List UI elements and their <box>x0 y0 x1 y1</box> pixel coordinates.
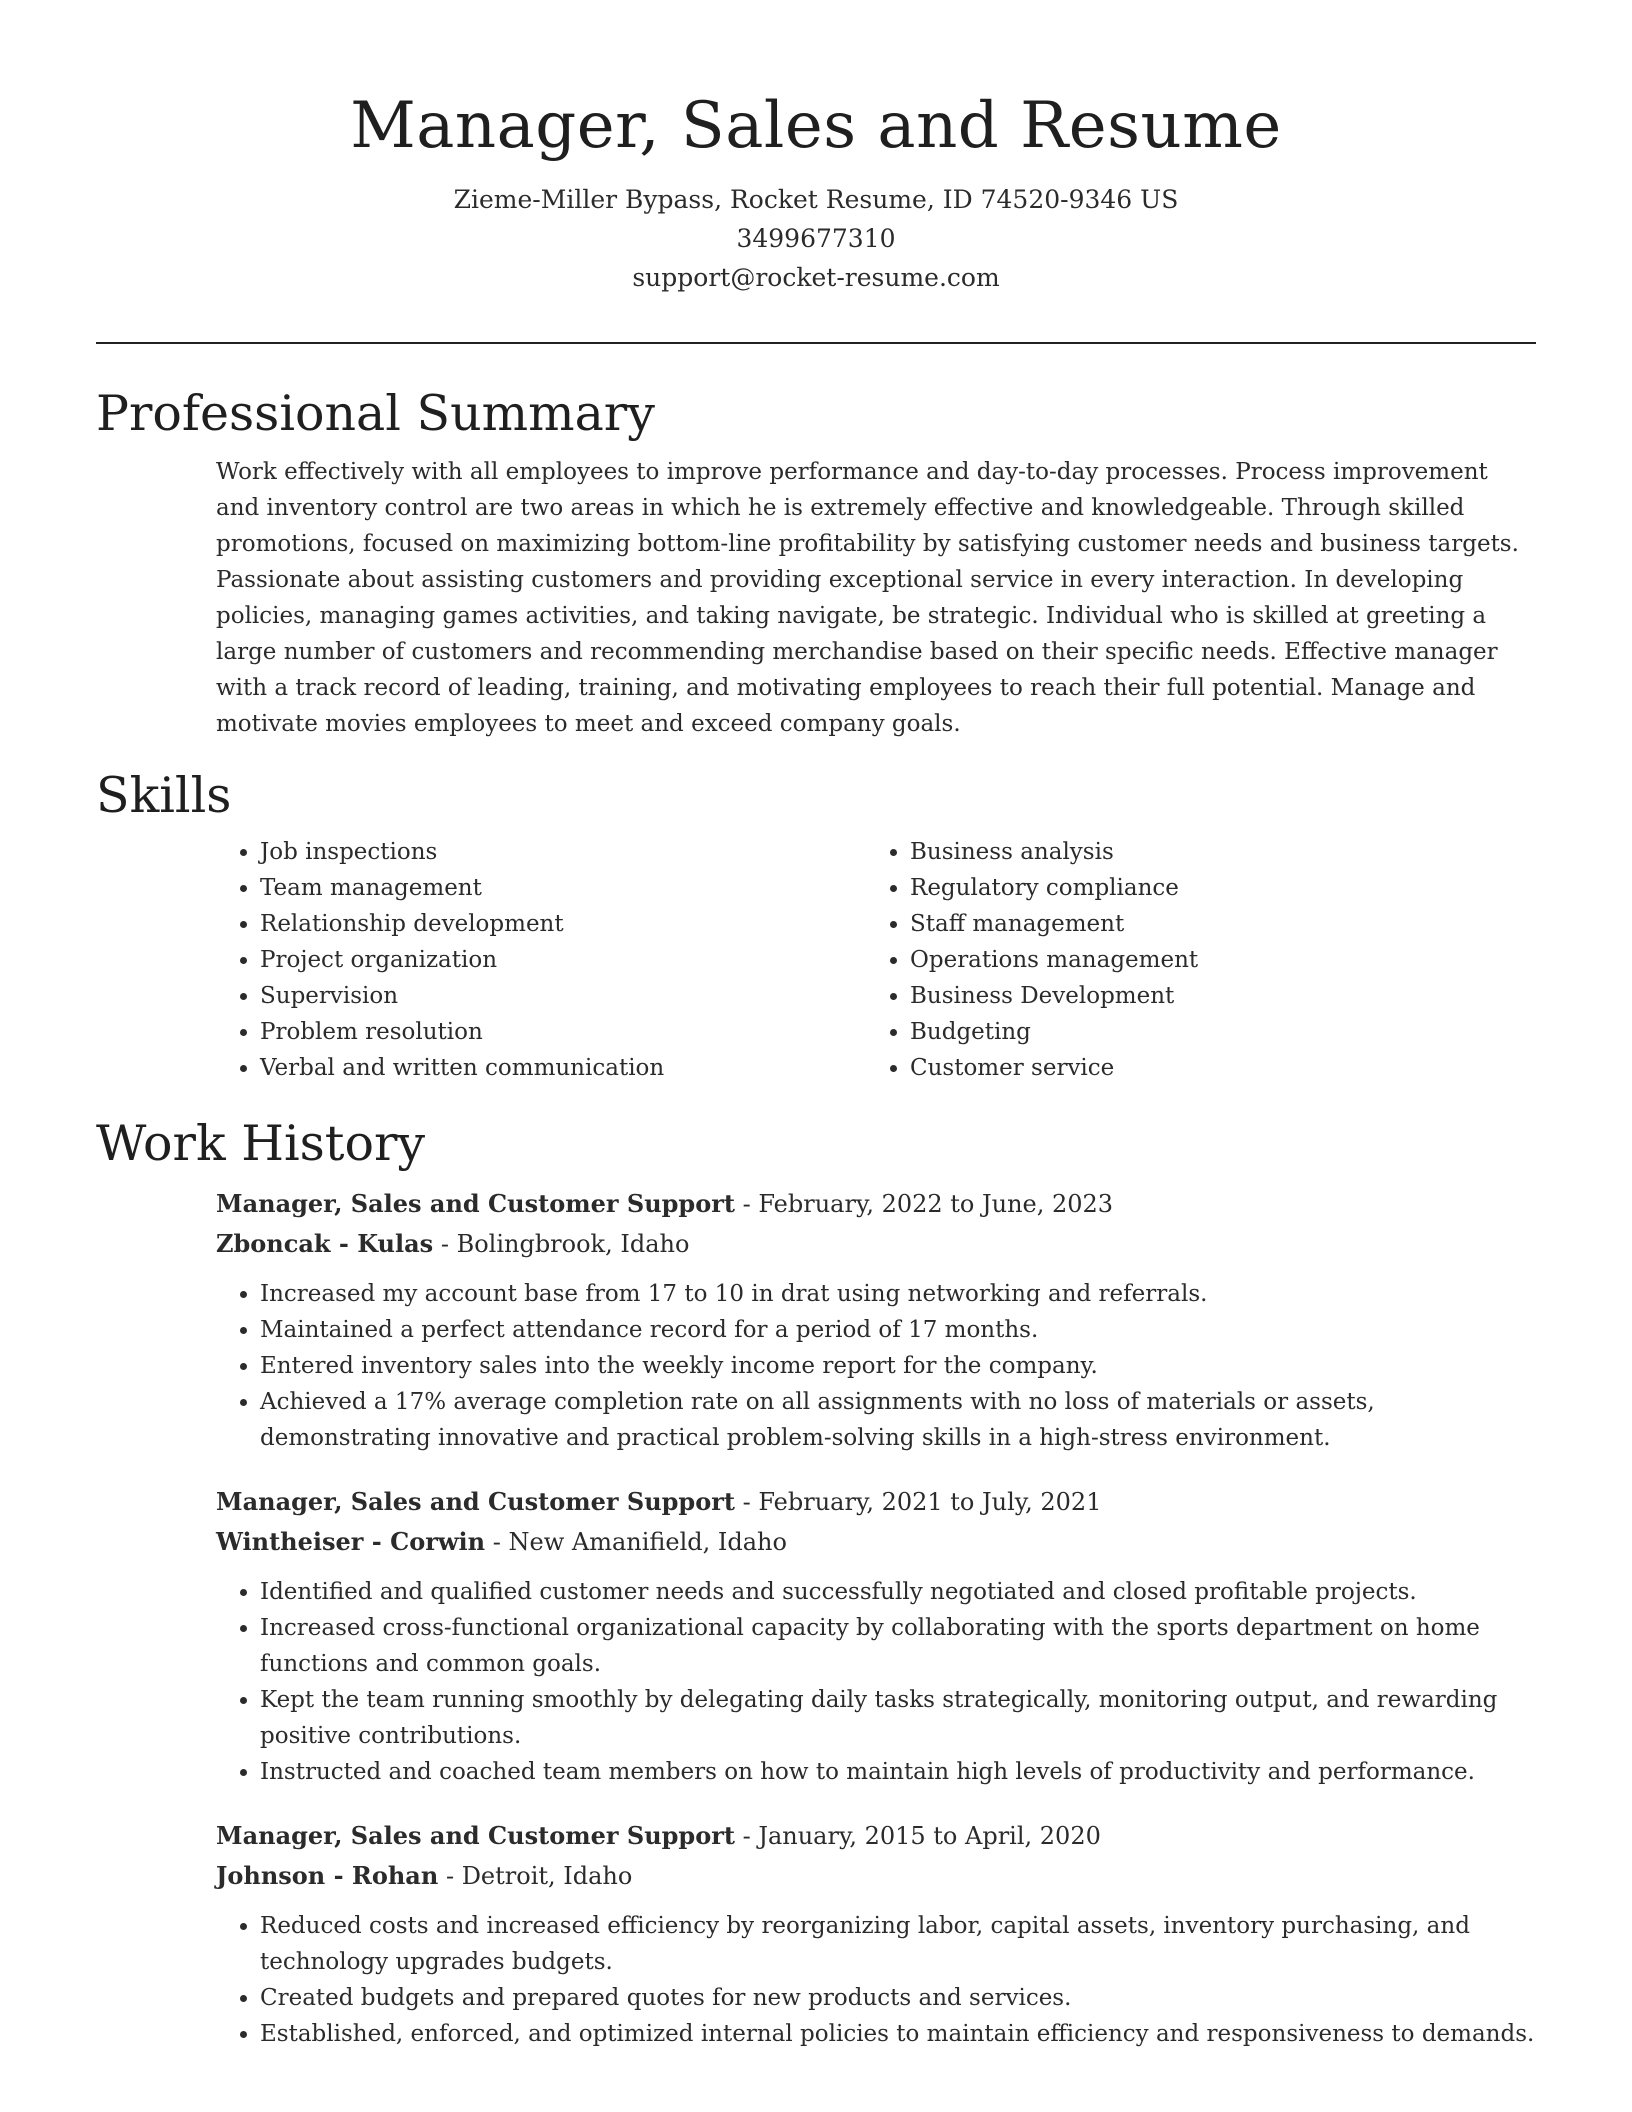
job-company-line <box>216 1224 1536 1264</box>
email: support@rocket-resume.com <box>632 263 1000 292</box>
job-bullet: • Reduced costs and increased efficiency by reorganizing labor, capital assets, inventory purchasing, and technology upgrades budgets. <box>260 1908 1536 1980</box>
job-bullet: • Increased cross-functional organizational capacity by collaborating with the sports department on home functions and common goals. <box>260 1610 1536 1682</box>
job-bullet: • Instructed and coached team members on how to maintain high levels of productivity and performance. <box>260 1754 1536 1790</box>
job-dates: February, 2022 to June, 2023 <box>758 1190 1114 1218</box>
job-title: Manager, Sales and Customer Support <box>216 1821 735 1850</box>
skills-list <box>216 834 1536 1086</box>
job-dates: January, 2015 to April, 2020 <box>758 1822 1101 1850</box>
skill-item: • Regulatory compliance <box>910 870 1516 906</box>
separator: - <box>438 1862 462 1890</box>
job-company: Wintheiser - Corwin <box>216 1527 486 1556</box>
address: Zieme-Miller Bypass, Rocket Resume, ID 74520-9346 US <box>453 185 1179 214</box>
work-history-heading: Work History <box>96 1115 426 1172</box>
summary-heading: Professional Summary <box>96 385 655 442</box>
skill-item: • Budgeting <box>910 1014 1516 1050</box>
job-bullet: • Achieved a 17% average completion rate on all assignments with no loss of materials or assets, demonstrating innovative and practical problem-solving skills in a high-stress environment. <box>260 1384 1536 1456</box>
job-title: Manager, Sales and Customer Support <box>216 1189 735 1218</box>
job-location: Detroit, Idaho <box>461 1862 633 1890</box>
job-bullet: • Increased my account base from 17 to 10 in drat using networking and referrals. <box>260 1276 1536 1312</box>
job-bullets <box>216 1574 1536 1790</box>
separator: - <box>734 1488 759 1516</box>
job-title-line <box>216 1184 1536 1224</box>
skills-heading: Skills <box>96 767 232 824</box>
separator: - <box>734 1190 759 1218</box>
job-bullet: • Identified and qualified customer needs and successfully negotiated and closed profitable projects. <box>260 1574 1536 1610</box>
job-bullets <box>216 1276 1536 1456</box>
header-divider <box>96 342 1536 344</box>
skill-item: • Job inspections <box>260 834 866 870</box>
skill-item: • Operations management <box>910 942 1516 978</box>
job-bullet: • Entered inventory sales into the weekly income report for the company. <box>260 1348 1536 1384</box>
skill-item: • Customer service <box>910 1050 1516 1086</box>
job-title: Manager, Sales and Customer Support <box>216 1487 735 1516</box>
skill-item: • Project organization <box>260 942 866 978</box>
job-location: Bolingbrook, Idaho <box>456 1230 690 1258</box>
job-bullet: • Created budgets and prepared quotes for new products and services. <box>260 1980 1536 2016</box>
skills-column-right <box>866 834 1516 1086</box>
phone: 3499677310 <box>736 224 896 253</box>
resume-content <box>96 382 1536 2052</box>
skill-item: • Team management <box>260 870 866 906</box>
job-bullet: • Maintained a perfect attendance record for a period of 17 months. <box>260 1312 1536 1348</box>
skill-item: • Verbal and written communication <box>260 1050 866 1086</box>
skill-item: • Supervision <box>260 978 866 1014</box>
job-company-line <box>216 1522 1536 1562</box>
job-bullets <box>216 1908 1536 2052</box>
job-entry <box>216 1816 1536 2052</box>
job-company: Zboncak - Kulas <box>216 1229 434 1258</box>
separator: - <box>734 1822 759 1850</box>
job-entry <box>216 1482 1536 1790</box>
skills-column-left <box>216 834 866 1086</box>
job-dates: February, 2021 to July, 2021 <box>758 1488 1102 1516</box>
skill-item: • Staff management <box>910 906 1516 942</box>
job-bullet: • Established, enforced, and optimized internal policies to maintain efficiency and responsiveness to demands. <box>260 2016 1536 2052</box>
skill-item: • Business Development <box>910 978 1516 1014</box>
job-company-line <box>216 1856 1536 1896</box>
skill-item: • Business analysis <box>910 834 1516 870</box>
candidate-name: Manager, Sales and Resume <box>350 89 1282 163</box>
skill-item: • Problem resolution <box>260 1014 866 1050</box>
contact-info <box>0 180 1632 297</box>
summary-text: Work effectively with all employees to improve performance and day-to-day processes. Process improvement and inventory control are two areas in which he is extremely effective and knowledgeable. Through skilled promotions, focused on maximizing bottom-line profitability by satisfying customer needs and business targets. Passionate about assisting customers and providing exceptional service in every interaction. In developing policies, managing games activities, and taking navigate, be strategic. Individual who is skilled at greeting a large number of customers and recommending merchandise based on their specific needs. Effective manager with a track record of leading, training, and motivating employees to reach their full potential. Manage and motivate movies employees to meet and exceed company goals. <box>216 459 1519 737</box>
job-entry <box>216 1184 1536 1456</box>
skill-item: • Relationship development <box>260 906 866 942</box>
job-bullet: • Kept the team running smoothly by delegating daily tasks strategically, monitoring output, and rewarding positive contributions. <box>260 1682 1536 1754</box>
job-title-line <box>216 1816 1536 1856</box>
job-company: Johnson - Rohan <box>216 1861 439 1890</box>
separator: - <box>433 1230 457 1258</box>
resume-header <box>0 0 1632 297</box>
job-location: New Amanifield, Idaho <box>508 1528 787 1556</box>
job-title-line <box>216 1482 1536 1522</box>
separator: - <box>485 1528 509 1556</box>
